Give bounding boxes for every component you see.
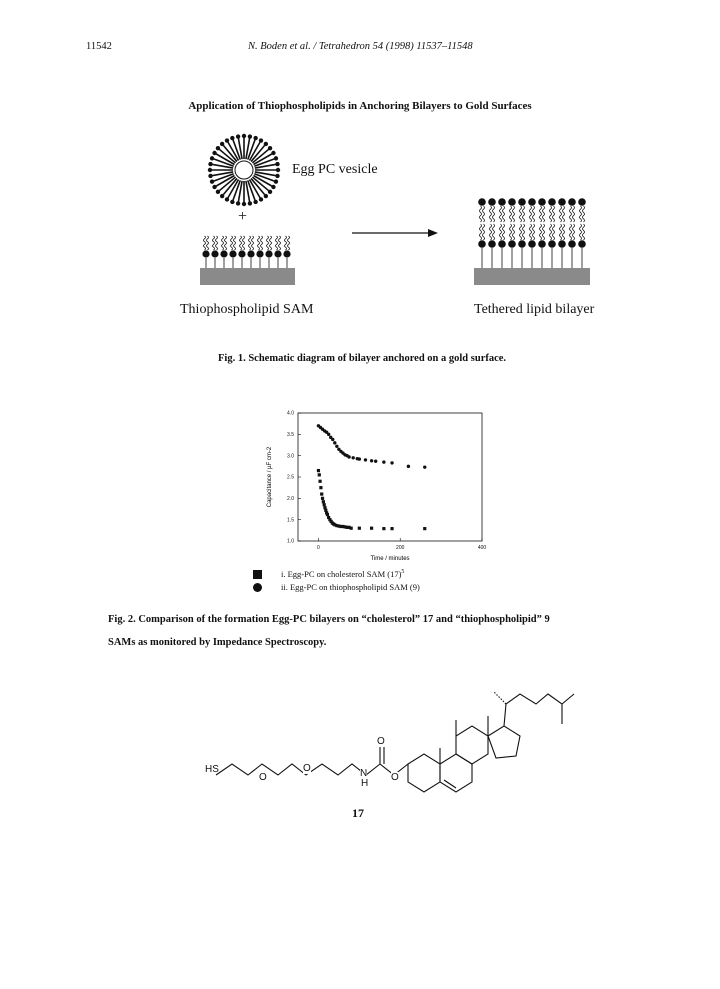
ether-oxygen-1: O xyxy=(259,772,267,783)
gold-substrate-right xyxy=(474,268,590,285)
ester-oxygen: O xyxy=(391,772,399,783)
sam-head-group xyxy=(220,250,227,257)
vesicle-lipid-head xyxy=(225,138,229,142)
lipid-tail xyxy=(570,224,572,240)
vesicle-lipid-head xyxy=(208,174,212,178)
lower-leaflet-head xyxy=(558,240,566,248)
lipid-tail xyxy=(523,206,525,222)
x-axis-label: Time / minutes xyxy=(370,556,410,562)
vesicle-graphic xyxy=(208,134,280,206)
lipid-tail xyxy=(279,236,281,250)
sam-head-group xyxy=(238,250,245,257)
vesicle-lipid-head xyxy=(271,185,275,189)
upper-leaflet-head xyxy=(488,198,496,206)
upper-leaflet-head xyxy=(528,198,536,206)
lipid-tail xyxy=(288,236,290,250)
lipid-tail xyxy=(261,236,263,250)
data-point-thiophospholipid xyxy=(333,441,336,444)
data-point-cholesterol xyxy=(317,469,320,472)
right-label: Tethered lipid bilayer xyxy=(474,302,595,317)
lower-leaflet-head xyxy=(568,240,576,248)
vesicle-lipid-head xyxy=(276,168,280,172)
lower-leaflet-head xyxy=(528,240,536,248)
lipid-tail xyxy=(285,236,287,250)
lipid-tail xyxy=(520,206,522,222)
lipid-tail xyxy=(483,206,485,222)
vesicle-lipid-head xyxy=(268,190,272,194)
lower-leaflet-head xyxy=(538,240,546,248)
vesicle-lipid-head xyxy=(208,162,212,166)
vesicle-lipid-head xyxy=(259,197,263,201)
lower-leaflet-head xyxy=(498,240,506,248)
lipid-tail xyxy=(570,206,572,222)
lipid-tail xyxy=(533,206,535,222)
lipid-tail xyxy=(573,206,575,222)
sam-head-group xyxy=(202,250,209,257)
sam-head-group xyxy=(211,250,218,257)
vesicle-lipid-head xyxy=(220,142,224,146)
ring-b xyxy=(440,754,472,792)
x-tick-label: 400 xyxy=(477,545,487,551)
amide-hydrogen: H xyxy=(361,778,369,789)
sam-head-group xyxy=(229,250,236,257)
carbonyl-oxygen: O xyxy=(377,736,385,747)
y-axis-label: Capacitance / µF cm-2 xyxy=(267,446,273,508)
lower-leaflet-head xyxy=(478,240,486,248)
lipid-tail xyxy=(550,206,552,222)
lipid-tail xyxy=(513,206,515,222)
lipid-tail xyxy=(204,236,206,250)
data-point-cholesterol xyxy=(318,473,321,476)
upper-leaflet-head xyxy=(578,198,586,206)
vesicle-lipid-head xyxy=(253,200,257,204)
legend-circle-marker xyxy=(253,583,262,592)
data-point-cholesterol xyxy=(323,503,326,506)
sam-head-group xyxy=(247,250,254,257)
data-point-cholesterol xyxy=(390,527,393,530)
y-tick-label: 3.0 xyxy=(287,453,294,460)
lower-leaflet-head xyxy=(518,240,526,248)
data-point-thiophospholipid xyxy=(331,438,334,441)
data-point-cholesterol xyxy=(382,527,385,530)
lipid-tail xyxy=(513,224,515,240)
lipid-tail xyxy=(493,224,495,240)
ring-c xyxy=(456,726,488,764)
vesicle-lipid-head xyxy=(275,174,279,178)
data-point-thiophospholipid xyxy=(382,460,385,463)
upper-leaflet-head xyxy=(558,198,566,206)
lipid-tail xyxy=(240,236,242,250)
lipid-tail xyxy=(231,236,233,250)
arrow-head xyxy=(428,229,438,237)
lipid-tail xyxy=(583,206,585,222)
data-point-thiophospholipid xyxy=(407,465,410,468)
lipid-tail xyxy=(563,224,565,240)
data-point-cholesterol xyxy=(321,497,324,500)
figure2-caption-line1: Fig. 2. Comparison of the formation Egg-PC bilayers on “cholesterol” 17 and “thiophospholipid” 9 xyxy=(108,614,550,625)
data-point-cholesterol xyxy=(319,486,322,489)
lipid-tail xyxy=(270,236,272,250)
vesicle-lipid-head xyxy=(208,168,212,172)
lipid-tail xyxy=(543,206,545,222)
x-tick-label: 200 xyxy=(396,545,405,551)
lipid-tail xyxy=(540,224,542,240)
lipid-tail xyxy=(243,236,245,250)
upper-leaflet-head xyxy=(498,198,506,206)
legend-item-i-text: i. Egg-PC on cholesterol SAM (17) xyxy=(281,569,402,579)
lipid-tail xyxy=(560,206,562,222)
data-point-thiophospholipid xyxy=(390,461,393,464)
lipid-tail xyxy=(580,224,582,240)
vesicle-lipid-head xyxy=(225,197,229,201)
lipid-tail xyxy=(530,206,532,222)
upper-leaflet-head xyxy=(538,198,546,206)
thiophospholipid-sam-graphic xyxy=(202,236,290,268)
vesicle-lipid-head xyxy=(274,179,278,183)
upper-leaflet-head xyxy=(518,198,526,206)
data-point-thiophospholipid xyxy=(364,458,367,461)
lipid-tail xyxy=(510,206,512,222)
lipid-tail xyxy=(550,224,552,240)
vesicle-label: Egg PC vesicle xyxy=(292,162,378,177)
data-point-thiophospholipid xyxy=(358,457,361,460)
data-point-thiophospholipid xyxy=(335,445,338,448)
page-number: 11542 xyxy=(86,41,112,52)
section-title: Application of Thiophospholipids in Anchoring Bilayers to Gold Surfaces xyxy=(188,100,532,112)
data-point-cholesterol xyxy=(322,500,325,503)
ring-a xyxy=(408,754,440,792)
linker-chain xyxy=(216,764,380,775)
lipid-tail xyxy=(523,224,525,240)
lipid-tail xyxy=(580,206,582,222)
lipid-tail xyxy=(222,236,224,250)
lipid-tail xyxy=(493,206,495,222)
y-tick-label: 1.5 xyxy=(287,517,294,524)
lipid-tail xyxy=(267,236,269,250)
vesicle-lipid-head xyxy=(212,151,216,155)
vesicle-lipid-head xyxy=(236,134,240,138)
lipid-tail xyxy=(480,206,482,222)
data-point-cholesterol xyxy=(318,480,321,483)
legend-item-ii: ii. Egg-PC on thiophospholipid SAM (9) xyxy=(281,582,420,592)
amide-nitrogen: N xyxy=(360,768,368,779)
upper-leaflet-head xyxy=(568,198,576,206)
lipid-tail xyxy=(543,224,545,240)
lipid-tail xyxy=(520,224,522,240)
vesicle-lipid-head xyxy=(210,156,214,160)
figure2-caption-line2: SAMs as monitored by Impedance Spectroscopy. xyxy=(108,637,327,648)
vesicle-lipid-head xyxy=(216,146,220,150)
lipid-tail xyxy=(216,236,218,250)
lipid-tail xyxy=(540,206,542,222)
x-tick-label: 0 xyxy=(317,545,320,551)
data-point-cholesterol xyxy=(358,527,361,530)
lipid-tail xyxy=(483,224,485,240)
data-point-thiophospholipid xyxy=(352,456,355,459)
lipid-tail xyxy=(553,224,555,240)
lipid-tail xyxy=(490,206,492,222)
sam-head-group xyxy=(283,250,290,257)
lipid-tail xyxy=(563,206,565,222)
data-point-thiophospholipid xyxy=(347,455,350,458)
lipid-tail xyxy=(583,224,585,240)
plus-sign: + xyxy=(238,208,248,225)
vesicle-lipid-head xyxy=(210,179,214,183)
vesicle-lipid-head xyxy=(271,151,275,155)
vesicle-lipid-head xyxy=(242,202,246,206)
data-point-thiophospholipid xyxy=(370,459,373,462)
y-tick-label: 4.0 xyxy=(287,410,294,417)
y-tick-label: 2.5 xyxy=(287,474,294,481)
lipid-tail xyxy=(500,224,502,240)
lipid-tail xyxy=(225,236,227,250)
lipid-tail xyxy=(510,224,512,240)
y-tick-label: 1.0 xyxy=(287,538,294,545)
vesicle-lipid-head xyxy=(216,190,220,194)
lipid-tail xyxy=(249,236,251,250)
vesicle-lipid-head xyxy=(259,138,263,142)
compound-number: 17 xyxy=(352,806,364,820)
lipid-tail xyxy=(207,236,209,250)
vesicle-lipid-head xyxy=(230,200,234,204)
upper-leaflet-head xyxy=(548,198,556,206)
legend-item-i-sup: 5 xyxy=(401,569,405,576)
gold-substrate-left xyxy=(200,268,295,285)
lipid-tail xyxy=(553,206,555,222)
lipid-tail xyxy=(503,224,505,240)
lipid-tail xyxy=(533,224,535,240)
figure1-caption: Fig. 1. Schematic diagram of bilayer anchored on a gold surface. xyxy=(218,353,507,364)
vesicle-lipid-head xyxy=(253,136,257,140)
lower-leaflet-head xyxy=(548,240,556,248)
lipid-tail xyxy=(573,224,575,240)
running-citation: N. Boden et al. / Tetrahedron 54 (1998) 11537–11548 xyxy=(248,41,473,52)
vesicle-lipid-head xyxy=(220,194,224,198)
vesicle-lipid-head xyxy=(264,142,268,146)
lipid-tail xyxy=(213,236,215,250)
ring-d xyxy=(488,726,520,758)
vesicle-lipid-head xyxy=(230,136,234,140)
upper-leaflet-head xyxy=(508,198,516,206)
ether-oxygen-2: O xyxy=(303,763,311,774)
data-point-cholesterol xyxy=(320,492,323,495)
left-label: Thiophospholipid SAM xyxy=(180,302,314,317)
vesicle-lipid-head xyxy=(264,194,268,198)
data-point-cholesterol xyxy=(370,527,373,530)
side-chain xyxy=(504,694,562,726)
vesicle-lipid-head xyxy=(275,162,279,166)
lower-leaflet-head xyxy=(508,240,516,248)
y-tick-label: 3.5 xyxy=(287,432,294,439)
vesicle-lipid-head xyxy=(248,134,252,138)
data-point-thiophospholipid xyxy=(327,433,330,436)
sam-head-group xyxy=(265,250,272,257)
vesicle-lipid-head xyxy=(274,156,278,160)
legend-square-marker xyxy=(253,570,262,579)
data-point-cholesterol xyxy=(326,513,329,516)
thiol-label: HS xyxy=(205,764,219,775)
vesicle-lipid-head xyxy=(212,185,216,189)
lipid-tail xyxy=(234,236,236,250)
data-point-thiophospholipid xyxy=(423,465,426,468)
legend-item-i xyxy=(281,569,404,579)
lipid-tail xyxy=(258,236,260,250)
lipid-tail xyxy=(503,206,505,222)
data-point-cholesterol xyxy=(423,527,426,530)
sam-head-group xyxy=(274,250,281,257)
lipid-tail xyxy=(560,224,562,240)
vesicle-lipid-head xyxy=(236,201,240,205)
lipid-tail xyxy=(252,236,254,250)
lipid-tail xyxy=(530,224,532,240)
lipid-tail xyxy=(490,224,492,240)
y-tick-label: 2.0 xyxy=(287,496,294,503)
tethered-bilayer-graphic xyxy=(478,198,586,268)
upper-leaflet-head xyxy=(478,198,486,206)
vesicle-lipid-head xyxy=(242,134,246,138)
lower-leaflet-head xyxy=(488,240,496,248)
lipid-tail xyxy=(480,224,482,240)
lipid-tail xyxy=(500,206,502,222)
vesicle-lipid-head xyxy=(268,146,272,150)
sam-head-group xyxy=(256,250,263,257)
data-point-thiophospholipid xyxy=(374,460,377,463)
data-point-cholesterol xyxy=(350,527,353,530)
lipid-tail xyxy=(276,236,278,250)
lower-leaflet-head xyxy=(578,240,586,248)
vesicle-lipid-head xyxy=(248,201,252,205)
